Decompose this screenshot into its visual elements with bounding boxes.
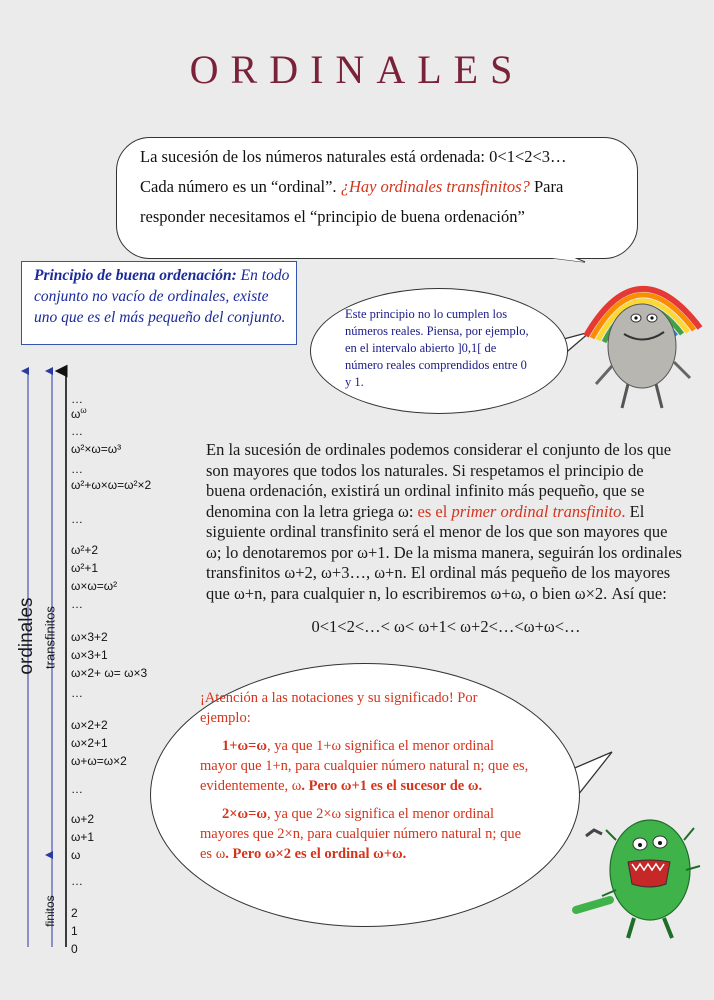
first-ordinal-phrase-c: . (621, 501, 626, 521)
ordinal-ladder-arrows (0, 355, 80, 955)
ordinal-label: ω×2+1 (71, 736, 108, 750)
first-ordinal-phrase-a: es el (417, 501, 452, 521)
green-monster-illustration (566, 800, 712, 940)
intro-line-2 (140, 172, 616, 202)
ordinal-label: ω×3+1 (71, 648, 108, 662)
notation-example-1 (200, 736, 530, 796)
first-ordinal-phrase-b: primer ordinal transfinito (451, 501, 622, 521)
notation-example-2-note: . Pero ω×2 es el ordinal ω+ω (225, 846, 403, 862)
ordinal-label: ω×2+2 (71, 718, 108, 732)
ordinal-label: … (71, 597, 83, 611)
monster-bubble-text: Este principio no lo cumplen los números reales. Piensa, por ejemplo, en el intervalo abierto ]0,1[ de número reales comprendidos entre 0 y 1. (345, 307, 529, 389)
axis-label-transfinitos: transfinitos (42, 606, 58, 669)
ordinal-label: $\omega^\omega$ (71, 406, 87, 421)
rainbow-monster-illustration (578, 266, 708, 416)
ordinal-label: 1 (71, 924, 78, 938)
ordinal-label: ω²+2 (71, 543, 99, 557)
notation-example-1-end: . (478, 778, 483, 794)
ordinal-label: ω+2 (71, 812, 95, 826)
main-paragraph-part-2: El siguiente ordinal transfinito será el menor de los que son mayores que ω; lo denotaremos por ω+1. De la misma manera, seguirán los ordinales transfinitos ω+2, ω+3…, ω+n. El ordinal más pequeño de los mayores que ω+n, para cualquier n, lo escribiremos ω+ω, o bien ω×2. Así que: (206, 501, 682, 603)
notation-example-2-formula: 2×ω=ω (222, 806, 267, 822)
intro-line-2-c: Para (529, 177, 564, 196)
notation-example-1-text: , ya que 1+ω significa el menor ordinal mayor que 1+n, para cualquier número natural n; que es, evidentemente, ω (200, 738, 529, 794)
ordinal-label: ω×2+ ω= ω×3 (71, 666, 148, 680)
ordinal-label: ω²+ω×ω=ω²×2 (71, 478, 152, 492)
transfinite-question: ¿Hay ordinales transfinitos? (340, 177, 530, 196)
main-paragraph (206, 440, 686, 604)
intro-line-1: La sucesión de los números naturales está ordenada: 0<1<2<3… (140, 147, 567, 166)
notation-intro: ¡Atención a las notaciones y su significado! Por ejemplo: (200, 690, 478, 726)
ordinal-sequence: 0<1<2<…< ω< ω+1< ω+2<…<ω+ω<… (311, 617, 581, 636)
ordinal-label: ω+ω=ω×2 (71, 754, 127, 768)
ordinal-label: … (71, 462, 83, 476)
notation-example-2-end: . (402, 846, 407, 862)
ordinal-label: 0 (71, 942, 78, 956)
notation-example-1-note: . Pero ω+1 es el sucesor de ω (301, 778, 479, 794)
intro-line-3: responder necesitamos el “principio de buena ordenación” (140, 207, 525, 226)
axis-label-ordinales: ordinales (16, 597, 37, 675)
ordinal-label: … (71, 874, 83, 888)
ordinal-label: ω²×ω=ω³ (71, 442, 122, 456)
notation-bubble-text (200, 688, 530, 864)
notation-example-2 (200, 804, 530, 864)
ordinal-label: … (71, 782, 83, 796)
ordinal-label: ω+1 (71, 830, 95, 844)
axis-label-finitos: finitos (43, 895, 57, 927)
ordinal-label: … (71, 686, 83, 700)
ordinal-label: … (71, 512, 83, 526)
ordinal-label: ω×3+2 (71, 630, 108, 644)
ordinal-label: … (71, 424, 83, 438)
ordinal-label: ω (71, 848, 81, 862)
main-paragraph-part-1: En la sucesión de ordinales podemos considerar el conjunto de los que son mayores que todos los naturales. Si respetamos el principio de buena ordenación, existirá un ordinal infinito más pequeño, que se denomina con la letra griega ω: (206, 440, 672, 521)
intro-bubble-text (140, 142, 616, 232)
ordinal-label: 2 (71, 906, 78, 920)
bubble-tail-cover (518, 250, 588, 266)
ordinal-label: … (71, 392, 83, 406)
page-title: ORDINALES (189, 47, 525, 92)
notation-example-1-formula: 1+ω=ω (222, 738, 267, 754)
notation-example-2-text: , ya que 2×ω significa el menor ordinal mayores que 2×n, para cualquier número natural n; que es ω (200, 806, 522, 862)
principle-body: En todo conjunto no vacío de ordinales, existe uno que es el más pequeño del conjunto. (34, 267, 290, 326)
principle-box (21, 261, 297, 345)
ordinal-label: ω²+1 (71, 561, 99, 575)
intro-line-2-a: Cada número es un “ordinal”. (140, 177, 341, 196)
principle-heading: Principio de buena ordenación: (34, 267, 237, 284)
ordinal-label: ω×ω=ω² (71, 579, 118, 593)
